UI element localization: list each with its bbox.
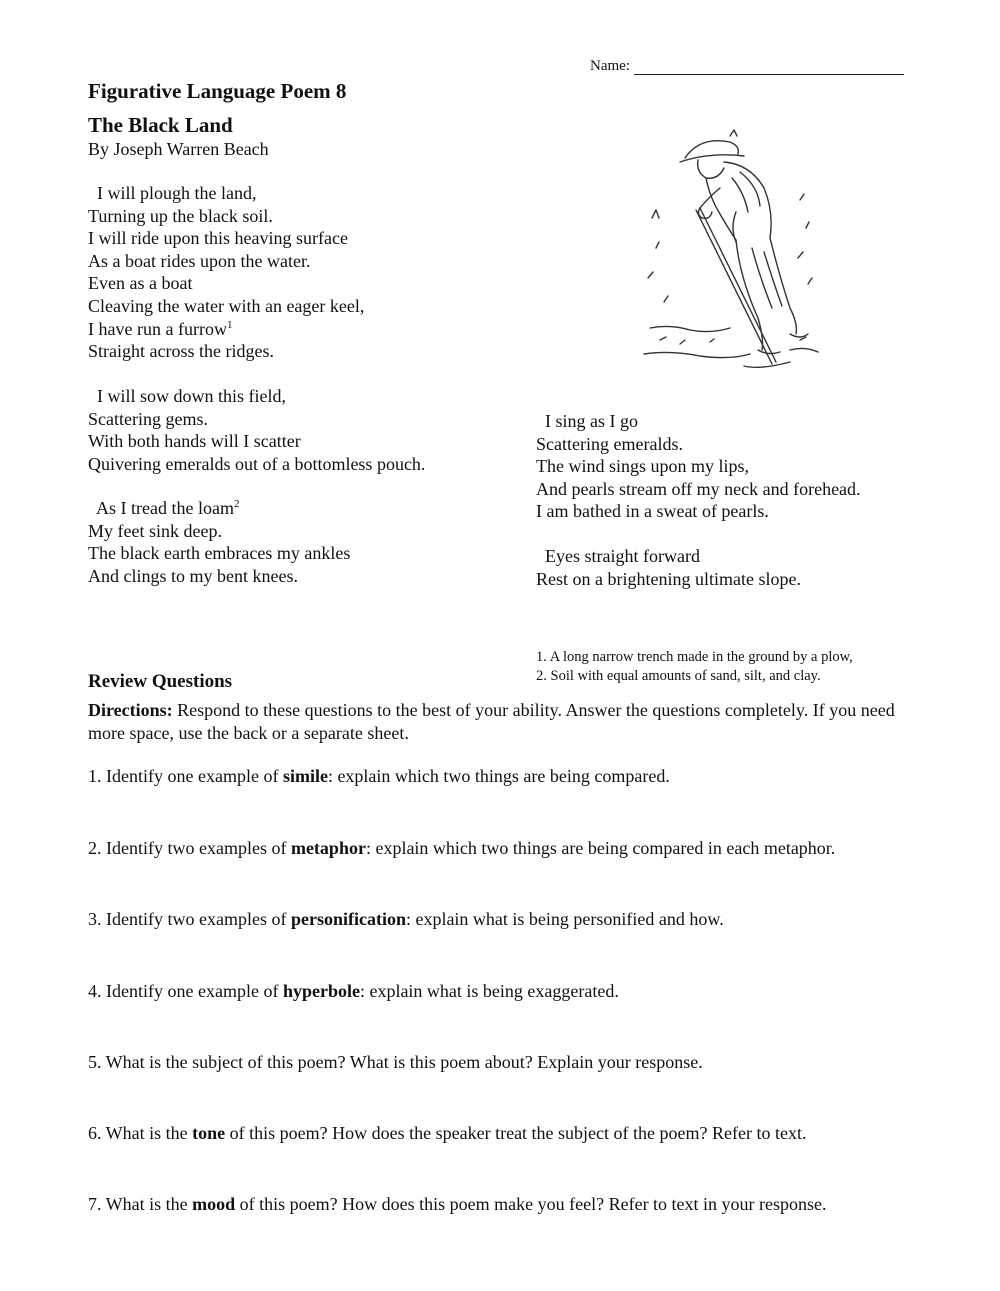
question-1 [88, 766, 670, 787]
name-label: Name: [590, 58, 630, 74]
poem-line: Scattering emeralds. [536, 433, 683, 454]
stanza-4 [536, 410, 861, 523]
poem-line: The black earth embraces my ankles [88, 543, 351, 564]
question-7 [88, 1194, 827, 1215]
name-blank[interactable] [634, 60, 904, 75]
question-text: 3. Identify two examples of [88, 909, 291, 929]
question-3 [88, 909, 724, 930]
poem-line: Cleaving the water with an eager keel, [88, 295, 365, 316]
question-text: 6. What is the [88, 1123, 193, 1143]
poem-line: And clings to my bent knees. [88, 565, 298, 586]
question-text: 1. Identify one example of [88, 766, 283, 786]
poem-line: Quivering emeralds out of a bottomless pouch. [88, 453, 426, 474]
question-keyword: hyperbole [282, 981, 360, 1001]
name-field[interactable] [590, 58, 904, 75]
poem-line: I will sow down this field, [88, 386, 286, 406]
poem-line: My feet sink deep. [88, 520, 222, 541]
footnote-marker: 1 [226, 318, 233, 331]
poem-line: I am bathed in a sweat of pearls. [536, 501, 769, 522]
poem-line: I will ride upon this heaving surface [88, 228, 348, 249]
farmer-with-hoe-icon [640, 128, 820, 373]
stanza-5 [536, 545, 801, 590]
question-text: : explain what is being personified and how. [405, 909, 724, 929]
poem-line: As I tread the loam [88, 498, 234, 518]
poem-line: As a boat rides upon the water. [88, 250, 311, 271]
poem-author: By Joseph Warren Beach [88, 139, 269, 159]
directions-label: Directions: [88, 700, 173, 720]
question-6 [88, 1123, 806, 1144]
question-text: 7. What is the [88, 1194, 193, 1214]
poem-line: I will plough the land, [88, 183, 257, 203]
poem-line: With both hands will I scatter [88, 431, 301, 452]
poem-line-with-footnote [88, 318, 364, 341]
poem-line: Eyes straight forward [536, 546, 700, 566]
footnote: 1. A long narrow trench made in the ground by a plow, [536, 649, 853, 665]
review-title: Review Questions [88, 671, 233, 692]
question-keyword: personification [290, 909, 406, 929]
stanza-3 [88, 497, 350, 587]
question-text: 4. Identify one example of [88, 981, 283, 1001]
question-keyword: mood [192, 1194, 236, 1214]
poem-line: I sing as I go [536, 411, 638, 431]
directions-text: Respond to these questions to the best of your ability. Answer the questions completely. If you need more space, use the back or a separate sheet. [88, 700, 895, 743]
footnote-marker: 2 [233, 498, 240, 510]
poem-line: Even as a boat [88, 273, 193, 294]
question-text: : explain what is being exaggerated. [359, 981, 619, 1001]
footnote: 2. Soil with equal amounts of sand, silt, and clay. [536, 667, 821, 684]
question-text: of this poem? How does the speaker treat the subject of the poem? Refer to text. [225, 1123, 807, 1143]
question-4 [88, 981, 619, 1002]
question-text: 5. What is the subject of this poem? What is this poem about? Explain your response. [88, 1052, 703, 1072]
question-keyword: metaphor [290, 838, 366, 858]
question-5 [88, 1052, 703, 1073]
poem-line: Turning up the black soil. [88, 205, 273, 226]
poem-line: I have run a furrow [88, 318, 227, 339]
question-keyword: tone [192, 1123, 226, 1143]
stanza-1 [88, 182, 364, 363]
question-keyword: simile [282, 766, 328, 786]
directions [88, 699, 918, 745]
stanza-2 [88, 385, 425, 475]
poem-line: Rest on a brightening ultimate slope. [536, 568, 801, 589]
footnotes [536, 648, 853, 685]
question-text: : explain which two things are being compared in each metaphor. [365, 838, 836, 858]
poem-line-with-footnote [88, 497, 350, 520]
question-text: 2. Identify two examples of [88, 838, 291, 858]
poem-line: Straight across the ridges. [88, 341, 274, 362]
poem-line: The wind sings upon my lips, [536, 456, 750, 477]
question-text: of this poem? How does this poem make you feel? Refer to text in your response. [235, 1194, 827, 1214]
poem-line: And pearls stream off my neck and forehead. [536, 478, 861, 499]
question-text: : explain which two things are being compared. [327, 766, 670, 786]
worksheet-title: Figurative Language Poem 8 [88, 79, 347, 103]
poem-title: The Black Land [88, 113, 233, 137]
question-2 [88, 838, 835, 859]
poem-line: Scattering gems. [88, 408, 208, 429]
